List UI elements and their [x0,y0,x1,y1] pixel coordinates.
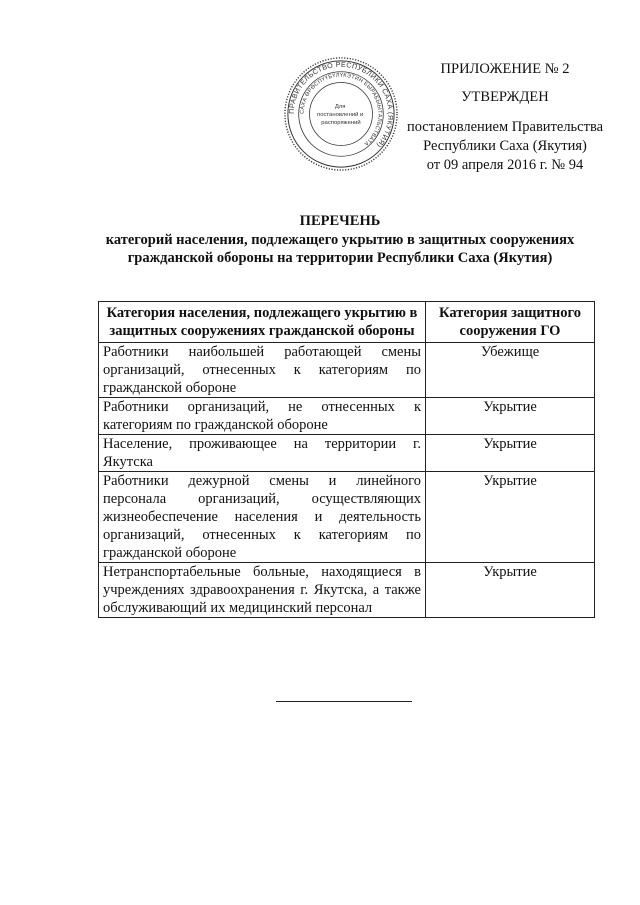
table-row [99,563,595,618]
seal-outer-text: ПРАВИТЕЛЬСТВО РЕСПУБЛИКИ САХА (ЯКУТИЯ) [287,60,395,150]
decree-line-1: постановлением Правительства [406,119,604,135]
svg-text:Для постановлений и ра [317,104,365,126]
shelter-category-cell: Укрытие [426,398,595,435]
shelter-category-cell: Укрытие [426,435,595,472]
table-header-row [99,302,595,343]
table-row [99,343,595,398]
title-subtitle-line-2: гражданской обороны на территории Республики Саха (Якутия) [127,250,553,266]
shelter-categories-table [98,301,595,618]
end-rule [276,701,412,702]
column-header-population-category: Категория населения, подлежащего укрытию в защитных сооружениях гражданской обороны [99,302,426,343]
population-category-cell: Работники дежурной смены и линейного персонала организаций, осуществляющих жизнеобеспечение населения и деятельность организаций, отнесенных к категориям по гражданской обороне [99,472,426,563]
seal-center-line-3: распоряжений [321,119,361,126]
table-row [99,472,595,563]
seal-inner-text: САХА ӨРӨСПҮҮБҮЛҮКЭТИН БЫРАБЫЫТАЛЬСТВАТА [299,72,383,147]
column-header-shelter-category: Категория защитного сооружения ГО [426,302,595,343]
seal-center-line-1: Для [334,104,346,111]
document-title [60,212,620,268]
population-category-cell: Работники организаций, не отнесенных к категориям по гражданской обороне [99,398,426,435]
approved-label: УТВЕРЖДЕН [461,89,549,105]
population-category-cell: Нетранспортабельные больные, находящиеся в учреждениях здравоохранения г. Якутска, а также обслуживающий их медицинский персонал [99,563,426,618]
approval-block [380,60,630,175]
population-category-cell: Работники наибольшей работающей смены организаций, отнесенных к категориям по гражданской обороне [99,343,426,398]
shelter-category-cell: Убежище [426,343,595,398]
shelter-category-cell: Укрытие [426,563,595,618]
population-category-cell: Население, проживающее на территории г. Якутска [99,435,426,472]
title-heading: ПЕРЕЧЕНЬ [299,213,381,229]
decree-line-2: Республики Саха (Якутия) [423,138,587,154]
seal-center-line-2: постановлений и [317,111,364,118]
decree-line-3: от 09 апреля 2016 г. № 94 [426,157,584,173]
table-row [99,398,595,435]
table-row [99,435,595,472]
title-subtitle-line-1: категорий населения, подлежащего укрытию в защитных сооружениях [105,231,575,248]
appendix-label: ПРИЛОЖЕНИЕ № 2 [440,61,570,77]
shelter-category-cell: Укрытие [426,472,595,563]
